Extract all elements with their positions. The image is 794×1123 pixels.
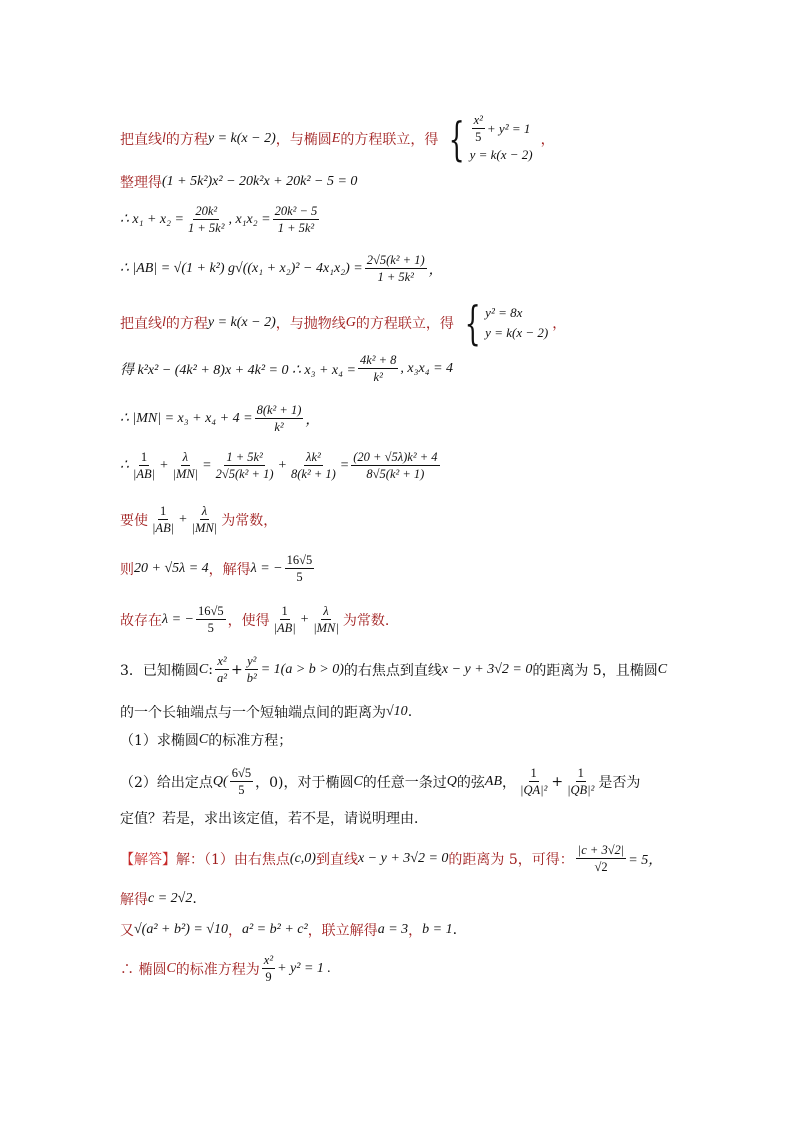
equation: ∴ |MN| = x₃ + x₄ + 4 = xyxy=(120,411,253,426)
fraction-numerator: 20k² − 5 xyxy=(274,204,318,218)
var-l: l xyxy=(162,130,166,146)
fraction-denominator: 5 xyxy=(207,621,214,635)
equation: , x₃x₄ = 4 xyxy=(400,360,454,376)
line-1 xyxy=(120,112,555,165)
fraction-numerator: 1 xyxy=(577,766,584,780)
equation: (1 + 5k²)x² − 20k²x + 20k² − 5 = 0 xyxy=(162,174,358,189)
fraction-numerator: 4k² + 8 xyxy=(359,353,397,367)
fraction-numerator: 1 xyxy=(530,766,537,780)
equation: + y² = 1 xyxy=(486,120,531,136)
fraction-numerator: (20 + √5λ)k² + 4 xyxy=(353,450,438,464)
fraction-denominator: a² xyxy=(216,671,227,685)
fraction-denominator: 5 xyxy=(296,570,303,584)
equation: a = 3 xyxy=(377,922,409,937)
text: ，解得 xyxy=(208,561,251,578)
fraction-denominator: |MN| xyxy=(313,621,339,635)
solution-line-4 xyxy=(120,952,331,985)
problem-3-line-2 xyxy=(120,702,412,722)
fraction-numerator: λ xyxy=(323,604,329,618)
fraction-denominator: 1 + 5k² xyxy=(277,221,315,235)
fraction-numerator: λ xyxy=(182,450,189,464)
fraction-numerator: 20k² xyxy=(195,204,218,218)
equation: ∴ |AB| = √(1 + k²) g√((x₁ + x₂)² − 4x₁x₂) = xyxy=(120,261,363,276)
fraction-numerator: y² xyxy=(247,654,257,668)
text: 的方程联立，得 xyxy=(355,316,454,332)
equation: λ = − xyxy=(162,611,194,627)
equation: y = k(x − 2) xyxy=(469,147,533,162)
line-4 xyxy=(120,252,443,285)
fraction-numerator: 8(k² + 1) xyxy=(256,403,302,417)
text: ， xyxy=(408,923,423,939)
text: 故存在 xyxy=(120,612,162,629)
equation: ∴ xyxy=(120,458,129,473)
text: 到直线 xyxy=(315,851,358,868)
text: 为常数. xyxy=(342,612,390,629)
text: . xyxy=(192,891,197,907)
text: （2）给出定点 xyxy=(120,774,213,791)
line-7 xyxy=(120,402,319,435)
equation: y = k(x − 2) xyxy=(207,130,276,146)
text: 的标准方程； xyxy=(208,733,293,749)
equation: y = k(x − 2) xyxy=(485,325,549,340)
fraction-denominator: 2√5(k² + 1) xyxy=(215,467,274,481)
text: 把直线 xyxy=(120,131,162,148)
fraction-denominator: |QB|² xyxy=(567,783,595,797)
equation: y = k(x − 2) xyxy=(207,315,276,330)
fraction-numerator: λ xyxy=(201,504,208,518)
line-2 xyxy=(120,172,357,192)
equation: √(a² + b²) = √10 xyxy=(134,922,228,937)
fraction-denominator: k² xyxy=(373,370,383,384)
fraction-denominator: 9 xyxy=(265,970,272,984)
text: ，与抛物线 xyxy=(275,316,346,332)
var-G: G xyxy=(345,315,356,330)
fraction-numerator: 1 xyxy=(281,604,288,618)
text: ， xyxy=(428,262,443,278)
text: 的方程 xyxy=(165,316,208,332)
fraction-denominator: √2 xyxy=(594,860,608,874)
question-2-line-2 xyxy=(120,808,428,828)
text: ， xyxy=(502,774,517,791)
fraction-denominator: |MN| xyxy=(172,467,199,481)
solution-line-1 xyxy=(120,842,662,875)
equation: x − y + 3√2 = 0 xyxy=(441,661,533,677)
equation: ∴ x₁ + x₂ = xyxy=(120,212,184,227)
equation: b = 1 xyxy=(422,922,453,937)
equation: a² = b² + c² xyxy=(241,922,308,937)
text: 则 xyxy=(120,561,134,578)
equation: √10 xyxy=(386,704,408,719)
text: 的距离为 5，可得： xyxy=(448,851,574,868)
fraction-numerator: x² xyxy=(217,654,227,668)
text: ， xyxy=(540,131,555,148)
var-C: C xyxy=(198,661,209,677)
solution-line-3 xyxy=(120,920,457,940)
equation-system: { y² = 8x y = k(x − 2) xyxy=(464,296,549,350)
equation: Q( xyxy=(212,773,228,789)
line-9: 要使 $\frac{1}{|AB|}$ + $\frac{\lambda}{|MN|}$ 为常数， xyxy=(120,504,278,535)
question-2: （2）给出定点 Q( $\frac{6√5}{5}$ ，0)，对于椭圆 C 的任意一条过 Q 的弦 AB ， $\frac{1}{\text{|QA|²}}$ + $\frac{1}{\text{|QB|²}}$ 是否为 xyxy=(120,766,641,797)
equation: = 5， xyxy=(628,852,663,868)
text: ， xyxy=(305,412,320,428)
fraction-denominator: |MN| xyxy=(191,521,218,535)
var-C: C xyxy=(198,732,209,747)
fraction-numerator: 16√5 xyxy=(286,553,313,567)
fraction-numerator: 1 xyxy=(159,504,167,518)
text: 为常数， xyxy=(221,512,278,529)
line-10 xyxy=(120,552,316,585)
var-AB: AB xyxy=(484,773,503,789)
text: 的右焦点到直线 xyxy=(343,662,442,679)
line-6 xyxy=(120,352,453,385)
line-8: ∴ $\frac{1}{|AB|}$ + $\frac{\lambda}{|MN|}$ = $\frac{\text{1 + 5k²}}{\text{2√5(k² + 1)}}$ + $\frac{\text{λk²}}{\text{8(k² + 1)}}$ = $\frac{\text{(20 + √5λ)k² + 4}}{\text{8√5(k² + 1)}}$ xyxy=(120,450,438,481)
fraction-numerator: λk² xyxy=(306,450,321,464)
solution-tag: 【解答】 xyxy=(120,851,176,868)
text: 3．已知椭圆 xyxy=(120,662,199,679)
equation-system: { $\frac{\text{x²}}{5}$ + y² = 1 y = k(x − 2) xyxy=(448,111,533,166)
var-C: C xyxy=(353,773,363,789)
fraction-denominator: k² xyxy=(274,420,284,434)
text: 的弦 xyxy=(456,774,485,791)
equation: , x₁x₂ = xyxy=(228,211,271,227)
text: 解得 xyxy=(120,892,148,908)
text: 解：（1）由右焦点 xyxy=(176,851,290,868)
text: ，0)，对于椭圆 xyxy=(255,774,354,791)
fraction-denominator: 5 xyxy=(238,783,245,797)
fraction-denominator: |AB| xyxy=(132,467,156,481)
text: ∴ 椭圆 xyxy=(120,961,167,978)
fraction-denominator: 1 + 5k² xyxy=(377,270,414,284)
text: 要使 xyxy=(120,512,148,529)
var-C: C xyxy=(657,661,668,677)
text: ，使得 xyxy=(227,612,270,629)
question-1 xyxy=(120,730,292,750)
text: ， xyxy=(552,316,567,332)
fraction-denominator: |AB| xyxy=(273,621,296,635)
text: 的任意一条过 xyxy=(362,774,447,791)
fraction-numerator: 2√5(k² + 1) xyxy=(366,253,425,267)
equation: λ = − xyxy=(250,560,283,576)
text: . xyxy=(407,704,413,720)
equation: + y² = 1 . xyxy=(277,960,331,976)
equation: = 1(a > b > 0) xyxy=(260,661,344,677)
text: 把直线 xyxy=(120,316,162,332)
text: （1）求椭圆 xyxy=(120,733,199,749)
text: 的距离为 5，且椭圆 xyxy=(532,662,658,679)
solution-line-2 xyxy=(120,889,197,909)
problem-3-line-1: 3．已知椭圆 C : $\frac{\text{x²}}{\text{a²}}$ + $\frac{\text{y²}}{\text{b²}}$ = 1(a > b > 0) 的右焦点到直线 x − y + 3√2 = 0 的距离为 5，且椭圆 C xyxy=(120,654,668,685)
var-E: E xyxy=(331,130,341,146)
fraction-denominator: 8(k² + 1) xyxy=(290,467,336,481)
text: 整理得 xyxy=(120,175,162,191)
fraction-denominator: |AB| xyxy=(152,521,175,535)
equation: 20 + √5λ = 4 xyxy=(134,560,209,576)
equation: c = 2√2 xyxy=(148,891,193,906)
fraction-denominator: |QA|² xyxy=(520,783,548,797)
fraction-denominator: 1 + 5k² xyxy=(187,221,225,235)
equation: 得 k²x² − (4k² + 8)x + 4k² = 0 ∴ x₃ + x₄ = xyxy=(120,362,356,378)
fraction-numerator: |c + 3√2| xyxy=(577,843,625,857)
fraction-denominator: b² xyxy=(246,671,257,685)
line-3 xyxy=(120,203,321,236)
var-l: l xyxy=(162,315,166,330)
equation: x − y + 3√2 = 0 xyxy=(357,850,449,866)
equation: (c,0) xyxy=(289,850,316,866)
fraction-numerator: 1 xyxy=(140,450,148,464)
text: : xyxy=(208,661,213,678)
text: . xyxy=(452,922,458,938)
fraction-numerator: 16√5 xyxy=(197,604,224,618)
text: 的标准方程为 xyxy=(175,961,260,978)
text: ， xyxy=(227,923,242,939)
text: 的方程 xyxy=(165,131,208,148)
text: 是否为 xyxy=(598,774,641,791)
text: 的一个长轴端点与一个短轴端点间的距离为 xyxy=(120,705,386,721)
fraction-denominator: 8√5(k² + 1) xyxy=(366,467,425,481)
line-5 xyxy=(120,296,567,350)
fraction-numerator: x² xyxy=(263,953,274,967)
text: 又 xyxy=(120,923,134,939)
fraction-numerator: 6√5 xyxy=(231,766,252,780)
text: ，联立解得 xyxy=(307,923,378,939)
line-11: 故存在 λ = − $\frac{16√5}{5}$ ，使得 $\frac{1}{|AB|}$ + $\frac{\lambda}{|MN|}$ 为常数. xyxy=(120,604,390,635)
fraction-numerator: 1 + 5k² xyxy=(226,450,263,464)
text: 的方程联立，得 xyxy=(340,131,439,148)
text: ，与椭圆 xyxy=(275,131,332,148)
var-C: C xyxy=(166,960,176,976)
var-Q: Q xyxy=(446,773,457,789)
equation: y² = 8x xyxy=(485,305,523,320)
text: 定值？若是，求出该定值，若不是，请说明理由． xyxy=(120,811,428,827)
